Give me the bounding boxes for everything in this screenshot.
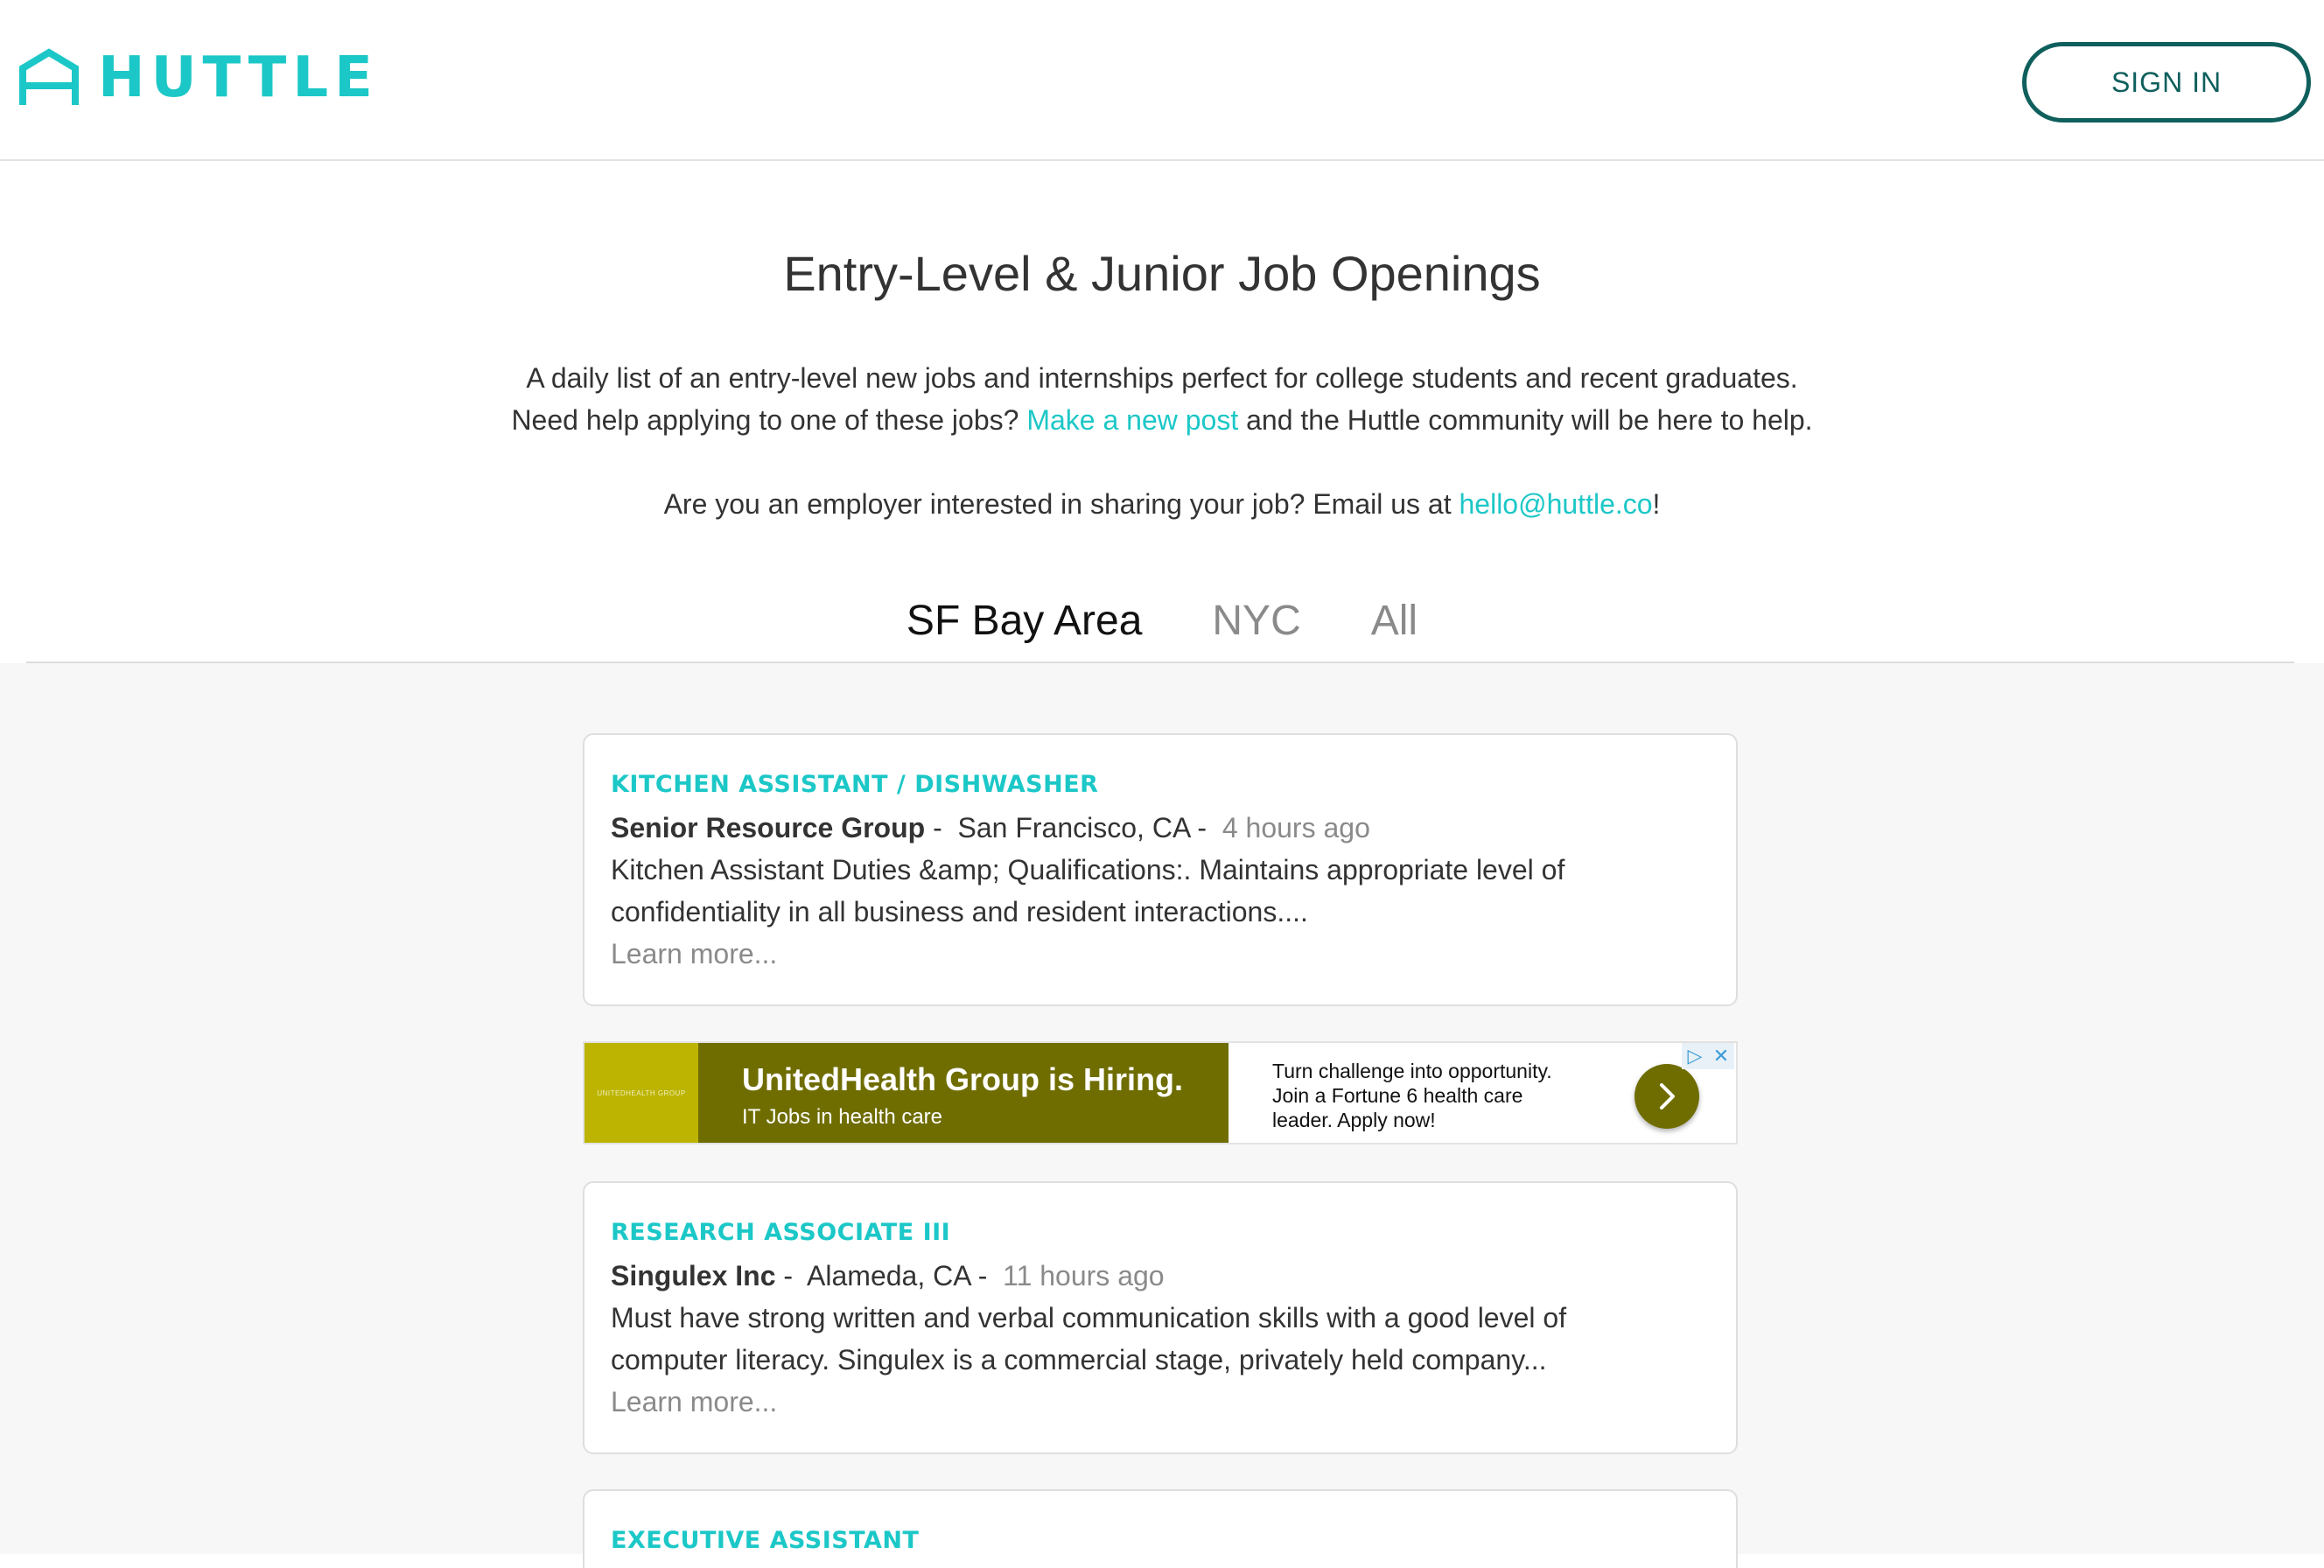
employer-line <box>0 483 2324 525</box>
job-time: 4 hours ago <box>1222 812 1370 844</box>
intro-line-1: A daily list of an entry-level new jobs and internships perfect for college students and recent graduates. <box>526 362 1798 394</box>
ad-choices-icon[interactable]: ▷ <box>1682 1043 1708 1069</box>
intro-line-2-tail: and the Huttle community will be here to help. <box>1246 404 1813 436</box>
employer-tail: ! <box>1652 488 1661 520</box>
page-title: Entry-Level & Junior Job Openings <box>783 246 1541 301</box>
ad-arrow-button[interactable] <box>1634 1064 1699 1129</box>
job-location: Alameda, CA <box>807 1260 970 1292</box>
job-title[interactable]: RESEARCH ASSOCIATE III <box>611 1219 951 1246</box>
job-card[interactable] <box>583 1181 1738 1454</box>
job-description-line: Must have strong written and verbal communication skills with a good level of <box>611 1302 1567 1334</box>
intro-line <box>0 357 2324 399</box>
intro-line-2-text: Need help applying to one of these jobs? <box>511 404 1019 436</box>
employer-text: Are you an employer interested in sharing your job? Email us at <box>663 488 1452 520</box>
job-description-line: confidentiality in all business and resident interactions.... <box>611 896 1308 928</box>
sign-in-button[interactable]: SIGN IN <box>2022 42 2311 122</box>
job-card[interactable] <box>583 733 1738 1006</box>
top-header <box>0 0 2324 161</box>
learn-more-link[interactable]: Learn more... <box>611 938 778 970</box>
ad-copy-line: Turn challenge into opportunity. <box>1272 1060 1552 1082</box>
ad-headline: UnitedHealth Group is Hiring. <box>742 1061 1184 1097</box>
job-title[interactable]: KITCHEN ASSISTANT / DISHWASHER <box>611 771 1099 798</box>
job-meta: Singulex Inc - Alameda, CA - 11 hours ago <box>611 1260 1165 1292</box>
job-company: Senior Resource Group <box>611 812 926 844</box>
job-description-line: Kitchen Assistant Duties &amp; Qualifications:. Maintains appropriate level of <box>611 854 1565 886</box>
ad-main-panel <box>698 1043 1228 1143</box>
chevron-right-icon <box>1652 1082 1682 1111</box>
job-time: 11 hours ago <box>1003 1260 1165 1292</box>
intro-line <box>0 399 2324 441</box>
tab-all[interactable]: All <box>1370 598 1418 644</box>
ad-choices <box>1682 1043 1734 1069</box>
job-meta: Senior Resource Group - San Francisco, CA - 4 hours ago <box>611 812 1370 844</box>
ad-logo: UNITEDHEALTH GROUP <box>584 1043 698 1143</box>
email-link[interactable]: hello@huttle.co <box>1459 488 1653 520</box>
huttle-logo[interactable] <box>18 46 379 110</box>
job-location: San Francisco, CA <box>957 812 1190 844</box>
house-logo-icon <box>18 47 80 108</box>
learn-more-link[interactable]: Learn more... <box>611 1386 778 1418</box>
ad-copy-line: leader. Apply now! <box>1272 1109 1436 1131</box>
job-description <box>611 1297 1710 1381</box>
close-icon[interactable]: ✕ <box>1708 1043 1734 1069</box>
advertisement-banner[interactable] <box>583 1041 1738 1144</box>
location-tabs <box>0 586 2324 656</box>
tab-nyc[interactable]: NYC <box>1212 598 1301 644</box>
job-description-line: computer literacy. Singulex is a commercial stage, privately held company... <box>611 1344 1547 1376</box>
intro-text <box>0 357 2324 525</box>
job-company: Singulex Inc <box>611 1260 776 1292</box>
job-description <box>611 849 1710 933</box>
job-card[interactable] <box>583 1489 1738 1568</box>
job-title[interactable]: EXECUTIVE ASSISTANT <box>611 1527 920 1554</box>
ad-copy <box>1228 1043 1596 1143</box>
make-new-post-link[interactable]: Make a new post <box>1026 404 1239 436</box>
ad-copy-line: Join a Fortune 6 health care <box>1272 1084 1523 1107</box>
ad-subheadline: IT Jobs in health care <box>742 1105 943 1129</box>
brand-name: HUTTLE <box>98 46 379 110</box>
tab-sf-bay-area[interactable]: SF Bay Area <box>906 598 1143 644</box>
